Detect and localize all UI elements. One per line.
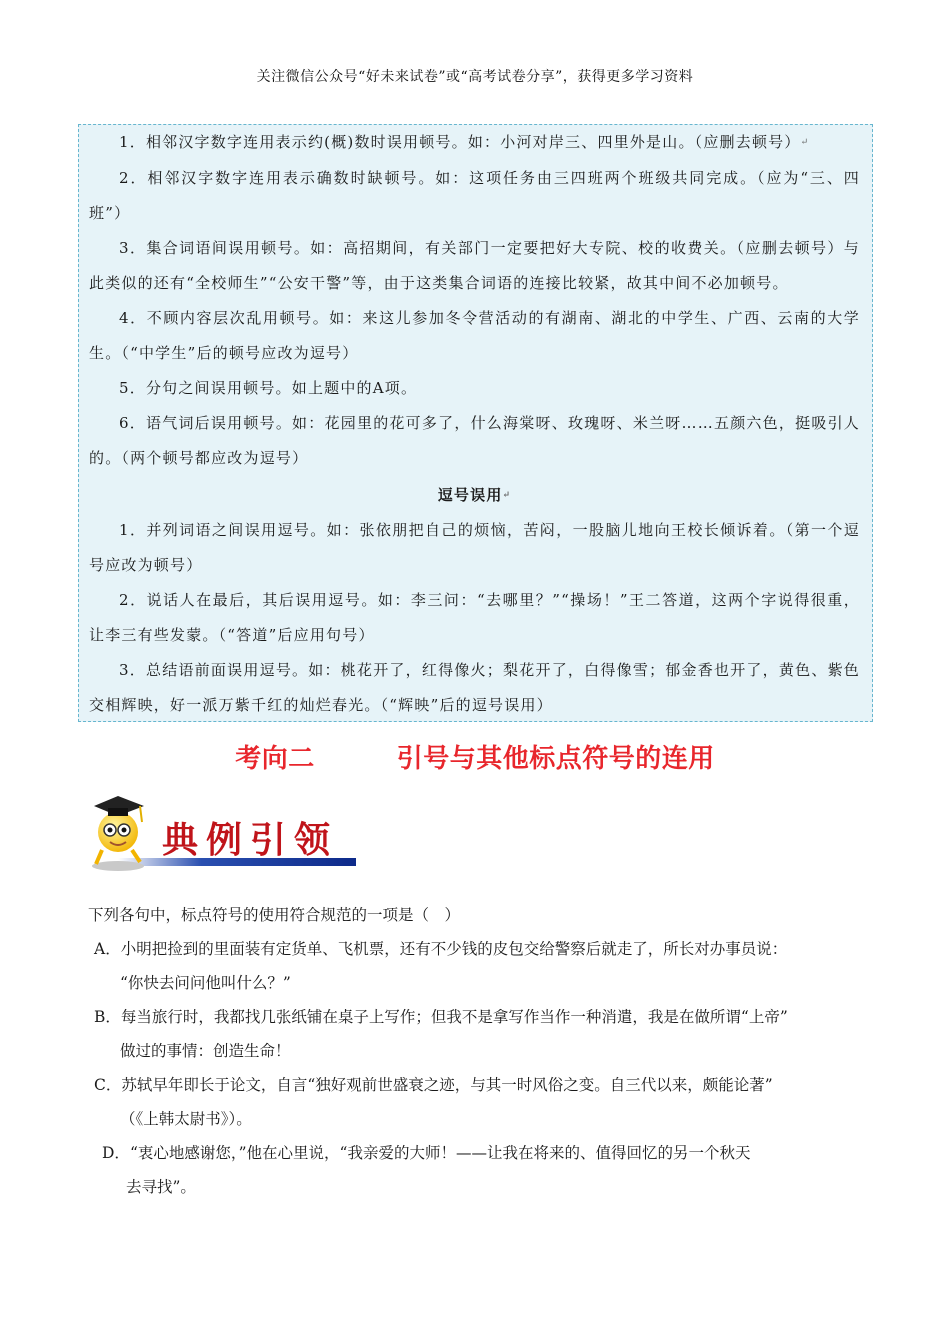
option-line: 去寻找”。 (126, 1178, 196, 1196)
page-header-note: 关注微信公众号“好未来试卷”或“高考试卷分享”，获得更多学习资料 (256, 69, 694, 85)
question-stem: 下列各句中，标点符号的使用符合规范的一项是（ ） (88, 906, 461, 924)
comma-subheading (89, 478, 860, 514)
option-label: B． (94, 1008, 121, 1026)
section-title (0, 738, 950, 775)
paragraph-mark-icon: ↵ (800, 137, 810, 148)
option-label: A． (94, 940, 121, 958)
dun-item-4: 4．不顾内容层次乱用顿号。如：来这儿参加冬令营活动的有湖南、湖北的中学生、广西、云南的大学生。（“中学生”后的顿号应改为逗号） (89, 308, 860, 362)
dun-item-5: 5．分句之间误用顿号。如上题中的A项。 (119, 378, 418, 397)
question-block (88, 898, 878, 1204)
dun-item-1 (89, 125, 860, 161)
paragraph-mark-icon: ↵ (502, 490, 512, 500)
option-line: “衷心地感谢您，”他在心里说，“我亲爱的大师！——让我在将来的、值得回忆的另一个秋天 (129, 1144, 751, 1162)
option-line: “你快去问问他叫什么？” (120, 974, 291, 992)
notes-box (78, 124, 873, 722)
subheading-text: 逗号误用 (437, 485, 503, 504)
comma-item-2: 2．说话人在最后，其后误用逗号。如：李三问：“去哪里？”“操场！”王二答道，这两个字说得很重，让李三有些发蒙。（“答道”后应用句号） (89, 591, 860, 644)
dun-item-text: 1．相邻汉字数字连用表示约(概)数时误用顿号。如：小河对岸三、四里外是山。（应删去顿号） (119, 133, 801, 151)
option-line: 每当旅行时，我都找几张纸铺在桌子上写作；但我不是拿写作当作一种消遣，我是在做所谓“上帝” (120, 1008, 788, 1026)
example-banner (88, 792, 356, 876)
option-a (88, 932, 878, 1000)
option-c (88, 1068, 878, 1136)
comma-item-1: 1．并列词语之间误用逗号。如：张依朋把自己的烦恼，苦闷，一股脑儿地向王校长倾诉着。（第一个逗号应改为顿号） (89, 521, 860, 574)
option-line: 小明把捡到的里面装有定货单、飞机票，还有不少钱的皮包交给警察后就走了，所长对办事员说： (120, 940, 788, 958)
option-line: 做过的事情：创造生命！ (120, 1042, 291, 1060)
option-label: C． (94, 1076, 122, 1094)
option-label: D． (102, 1144, 130, 1162)
section-topic: 引号与其他标点符号的连用 (396, 744, 715, 774)
comma-item-3: 3．总结语前面误用逗号。如：桃花开了，红得像火；梨花开了，白得像雪；郁金香也开了，黄色、紫色交相辉映，好一派万紫千红的灿烂春光。（“辉映”后的逗号误用） (89, 661, 860, 714)
dun-item-2: 2．相邻汉字数字连用表示确数时缺顿号。如：这项任务由三四班两个班级共同完成。（应为“三、四班”） (89, 168, 860, 222)
option-b (88, 1000, 878, 1068)
option-d (88, 1136, 878, 1204)
dun-item-3: 3．集合词语间误用顿号。如：高招期间，有关部门一定要把好大专院、校的收费关。（应删去顿号）与此类似的还有“全校师生”“公安干警”等，由于这类集合词语的连接比较紧，故其中间不必加顿号。 (89, 238, 860, 292)
option-line: 苏轼早年即长于论文，自言“独好观前世盛衰之迹，与其一时风俗之变。自三代以来，颇能论著” (121, 1076, 773, 1094)
option-line: （《上韩太尉书》）。 (120, 1110, 252, 1128)
dun-item-6: 6．语气词后误用顿号。如：花园里的花可多了，什么海棠呀、玫瑰呀、米兰呀……五颜六色，挺吸引人的。（两个顿号都应改为逗号） (89, 413, 860, 467)
banner-title: 典例引领 (162, 819, 339, 861)
section-number: 考向二 (235, 744, 315, 774)
